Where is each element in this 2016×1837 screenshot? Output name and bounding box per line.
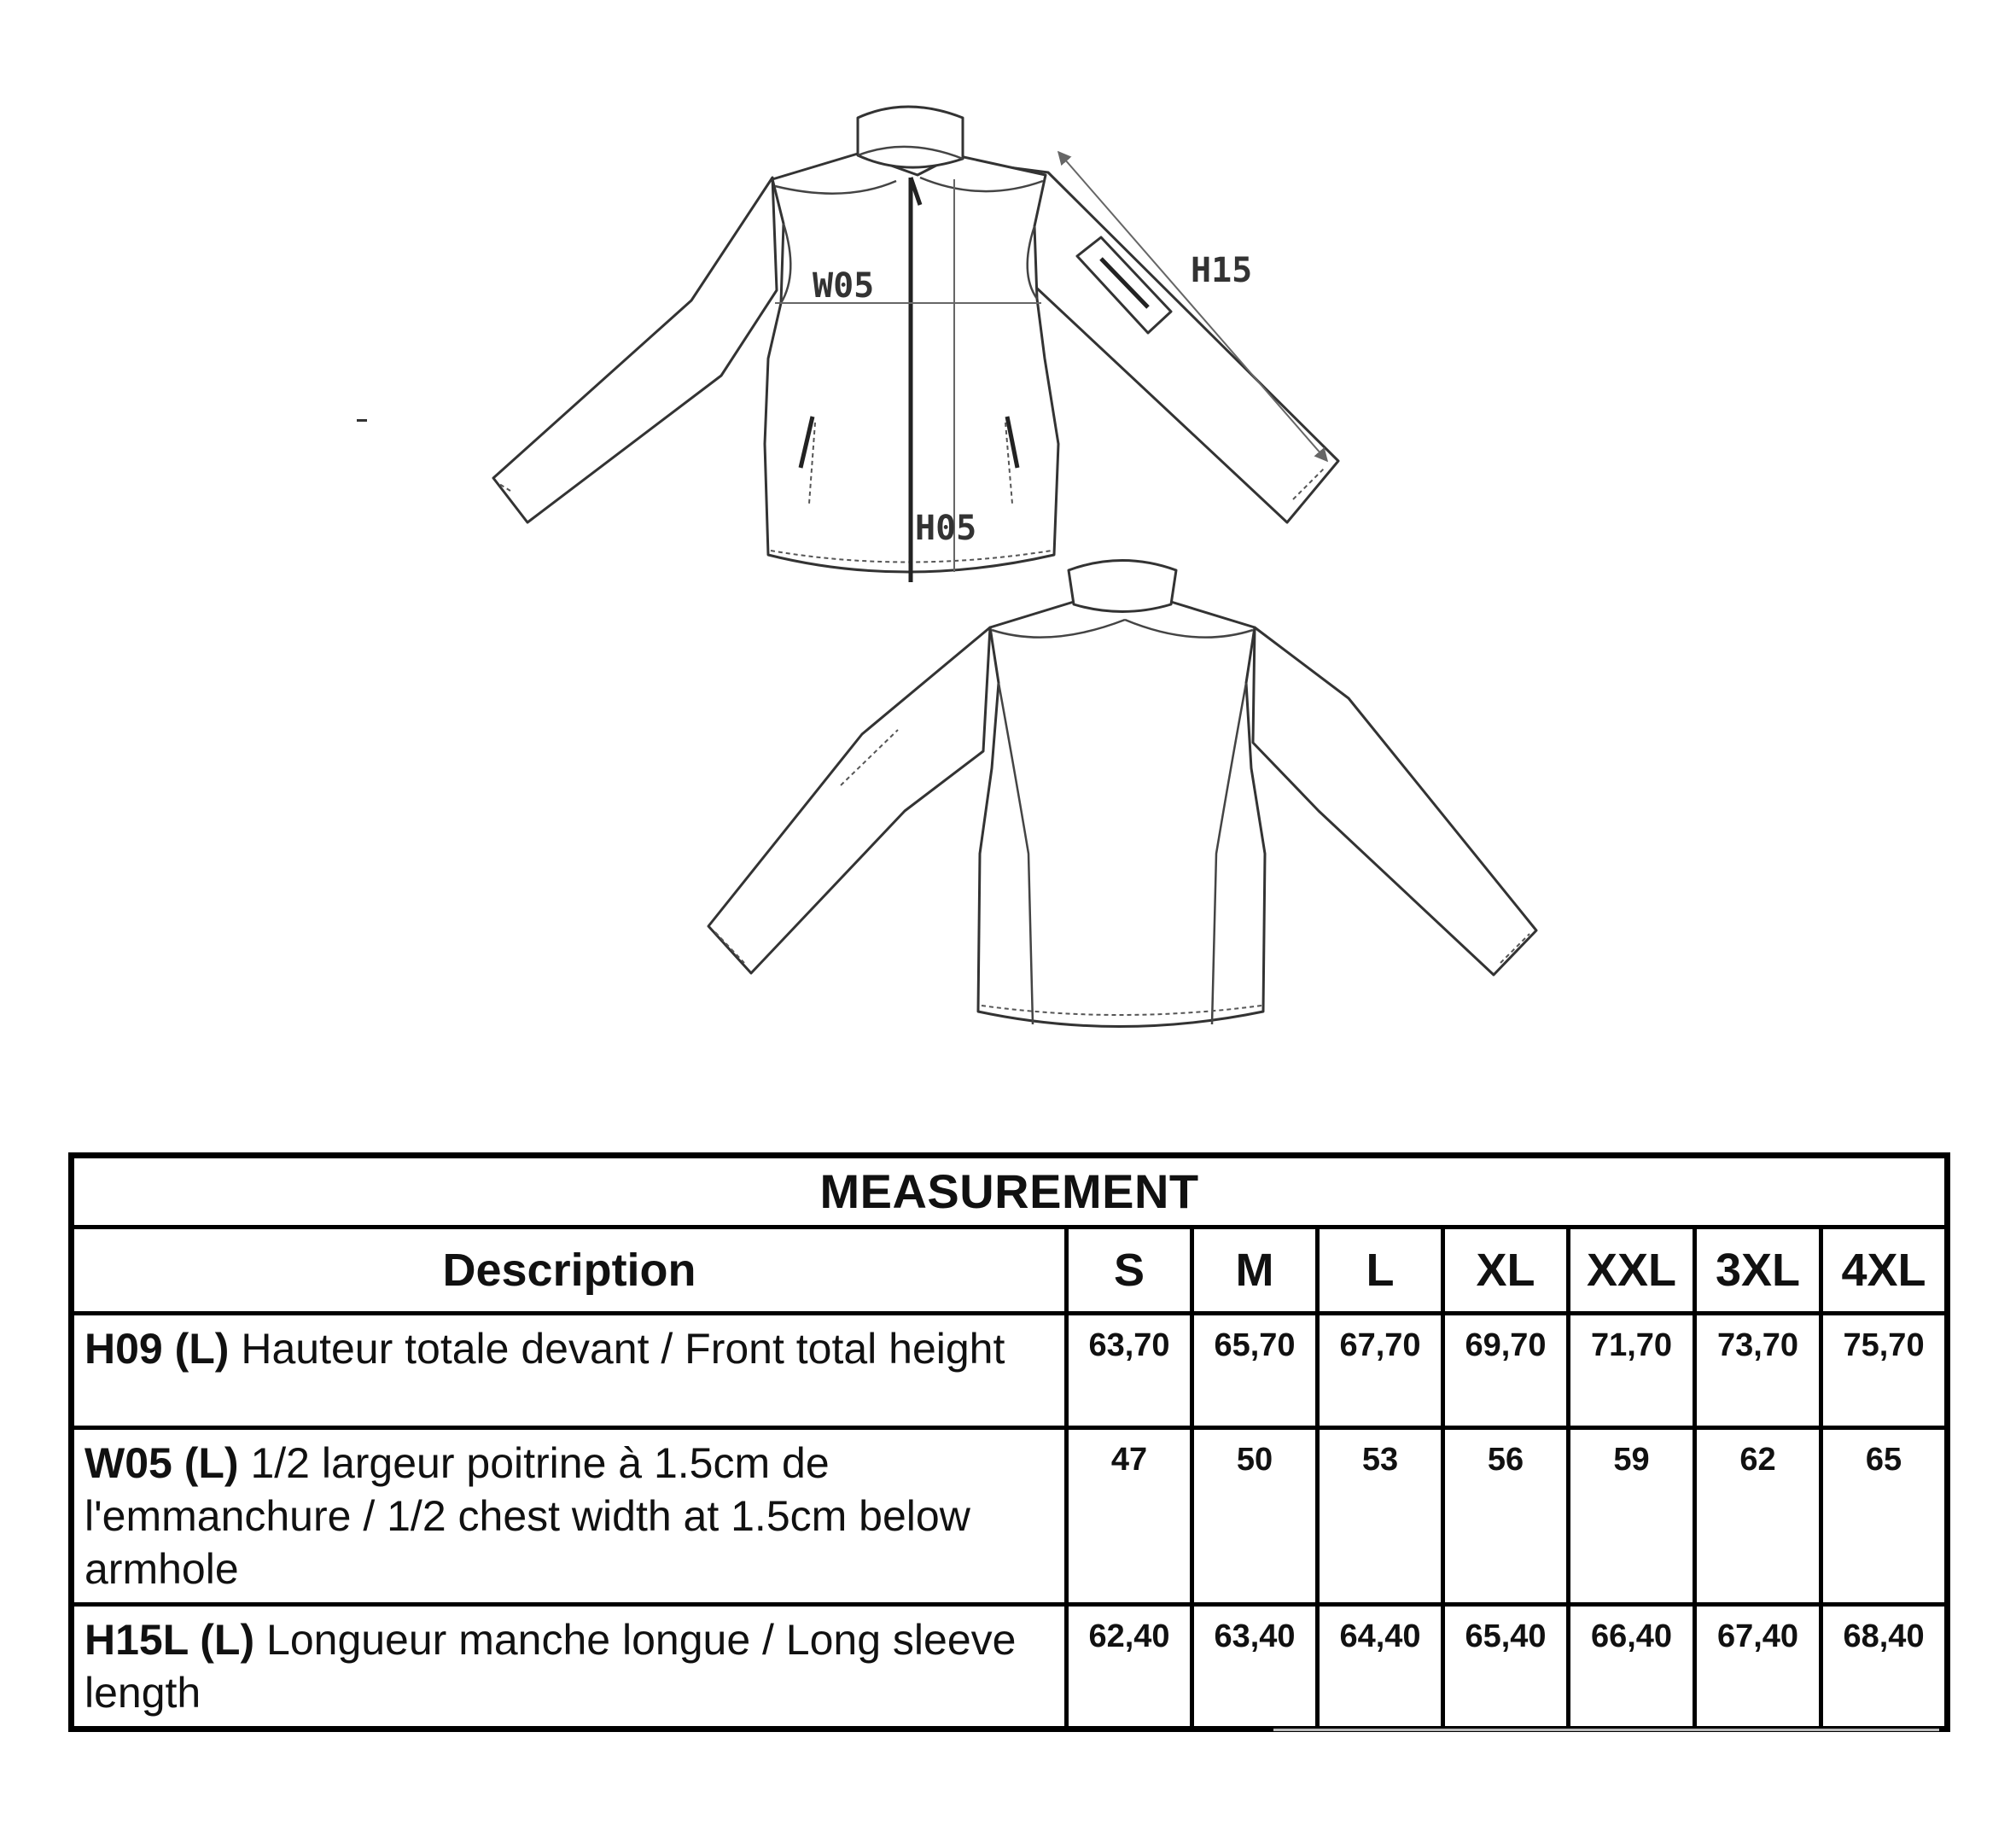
measurement-table bbox=[68, 1152, 1950, 1732]
table-cell: 75,70 bbox=[1821, 1314, 1948, 1428]
size-header: L bbox=[1318, 1228, 1443, 1314]
table-row bbox=[72, 1428, 1948, 1605]
row-code: W05 (L) bbox=[84, 1439, 239, 1487]
scan-mark bbox=[1273, 1729, 1939, 1731]
table-cell: 65,40 bbox=[1443, 1605, 1569, 1729]
table-cell: 62 bbox=[1695, 1428, 1821, 1605]
table-cell: 65,70 bbox=[1192, 1314, 1318, 1428]
w05-label: W05 bbox=[813, 266, 875, 306]
table-cell: 62,40 bbox=[1067, 1605, 1192, 1729]
jacket-back-view bbox=[708, 561, 1536, 1027]
size-header: S bbox=[1067, 1228, 1192, 1314]
table-cell: 63,40 bbox=[1192, 1605, 1318, 1729]
back-collar bbox=[1069, 561, 1176, 612]
description-header: Description bbox=[72, 1228, 1067, 1314]
row-description bbox=[72, 1605, 1067, 1729]
table-cell: 67,40 bbox=[1695, 1605, 1821, 1729]
table-cell: 56 bbox=[1443, 1428, 1569, 1605]
row-description bbox=[72, 1428, 1067, 1605]
table-cell: 47 bbox=[1067, 1428, 1192, 1605]
row-text: Hauteur totale devant / Front total height bbox=[241, 1325, 1005, 1373]
h05-label: H05 bbox=[915, 509, 977, 548]
back-right-sleeve bbox=[1253, 627, 1536, 975]
table-cell: 53 bbox=[1318, 1428, 1443, 1605]
row-code: H09 (L) bbox=[84, 1325, 230, 1373]
size-header: 4XL bbox=[1821, 1228, 1948, 1314]
jacket-front-view bbox=[493, 107, 1338, 582]
scan-mark bbox=[357, 419, 367, 422]
table-cell: 63,70 bbox=[1067, 1314, 1192, 1428]
row-text: 1/2 largeur poitrine à 1.5cm de l'emmanchure / 1/2 chest width at 1.5cm below armhole bbox=[84, 1439, 970, 1593]
size-header: 3XL bbox=[1695, 1228, 1821, 1314]
size-header: M bbox=[1192, 1228, 1318, 1314]
header-row bbox=[72, 1228, 1948, 1314]
table-row bbox=[72, 1314, 1948, 1428]
table-cell: 69,70 bbox=[1443, 1314, 1569, 1428]
size-header: XXL bbox=[1569, 1228, 1695, 1314]
table-cell: 64,40 bbox=[1318, 1605, 1443, 1729]
table-cell: 59 bbox=[1569, 1428, 1695, 1605]
table-cell: 66,40 bbox=[1569, 1605, 1695, 1729]
table-cell: 68,40 bbox=[1821, 1605, 1948, 1729]
front-collar bbox=[858, 107, 963, 167]
table-cell: 65 bbox=[1821, 1428, 1948, 1605]
table-title: MEASUREMENT bbox=[72, 1156, 1948, 1228]
row-description bbox=[72, 1314, 1067, 1428]
row-text: Longueur manche longue / Long sleeve length bbox=[84, 1616, 1017, 1717]
row-code: H15L (L) bbox=[84, 1616, 255, 1664]
table-cell: 50 bbox=[1192, 1428, 1318, 1605]
table-row bbox=[72, 1605, 1948, 1729]
size-header: XL bbox=[1443, 1228, 1569, 1314]
back-left-sleeve bbox=[708, 627, 990, 973]
table-cell: 67,70 bbox=[1318, 1314, 1443, 1428]
table-cell: 73,70 bbox=[1695, 1314, 1821, 1428]
h15-label: H15 bbox=[1191, 251, 1253, 290]
table-cell: 71,70 bbox=[1569, 1314, 1695, 1428]
front-left-sleeve bbox=[493, 178, 777, 522]
